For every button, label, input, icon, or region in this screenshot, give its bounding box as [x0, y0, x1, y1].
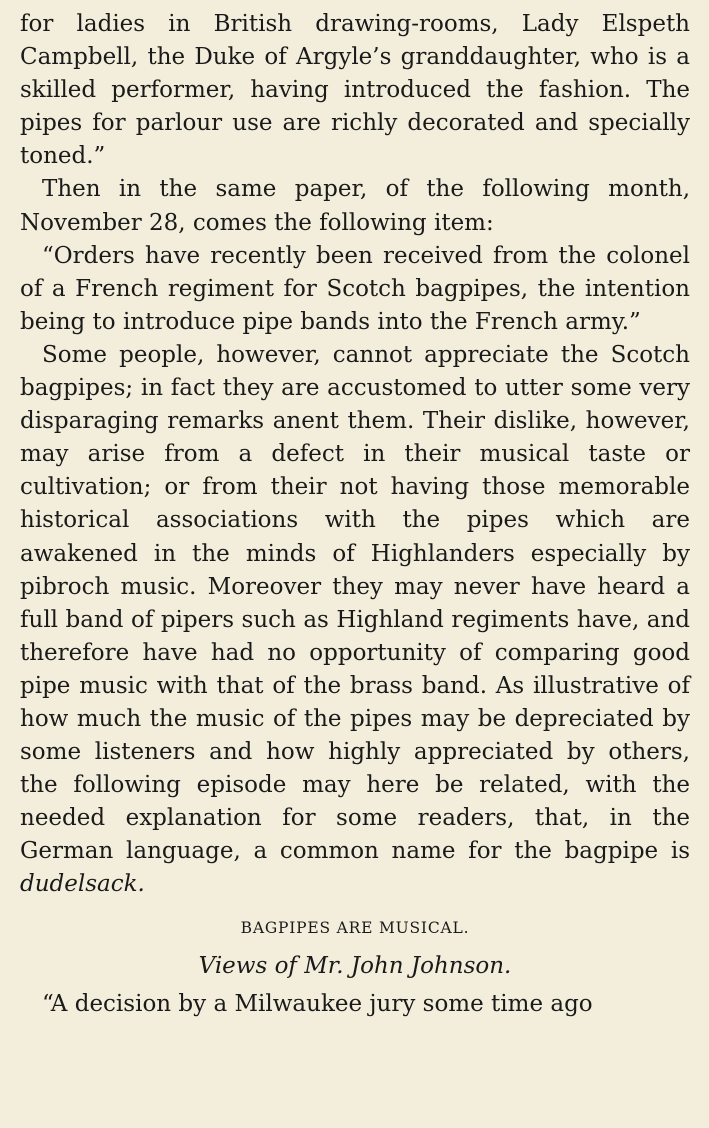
- section-heading: BAGPIPES ARE MUSICAL.: [240, 918, 470, 937]
- section-subheading: Views of Mr. John Johnson.: [198, 952, 512, 979]
- paragraph-french-regiment: “Orders have recently been received from the colonel of a French regiment for Scotch bagpipes, the intention being to introduce pipe bands into the French army.”: [20, 242, 690, 335]
- document-page: [20, 8, 690, 1021]
- dudelsack-word: dudelsack.: [20, 871, 145, 898]
- paragraph-dislike: [20, 339, 690, 902]
- paragraph-dislike-text: Some people, however, cannot appreciate the Scotch bagpipes; in fact they are accustomed to utter some very disparaging remarks anent them. Their dislike, however, may arise from a defect in their musical taste or cultivation; or from their not having those memorable historical associations with the pipes which are awakened in the minds of Highlanders especially by pibroch music. Moreover they may never have heard a full band of pipers such as Highland regiments have, and therefore have had no opportunity of comparing good pipe music with that of the brass band. As illustrative of how much the music of the pipes may be depreciated by some listeners and how highly appreciated by others, the following episode may here be related, with the needed explanation for some readers, that, in the German language, a common name for the bagpipe is: [20, 341, 690, 865]
- paragraph-november: Then in the same paper, of the following month, November 28, comes the following item:: [20, 176, 690, 236]
- paragraph-continuation: for ladies in British drawing-rooms, Lady Elspeth Campbell, the Duke of Argyle’s granddaughter, who is a skilled performer, having introduced the fashion. The pipes for parlour use are richly decorated and specially toned.”: [20, 11, 690, 170]
- quote-opening-line: “A decision by a Milwaukee jury some time ago: [42, 990, 593, 1017]
